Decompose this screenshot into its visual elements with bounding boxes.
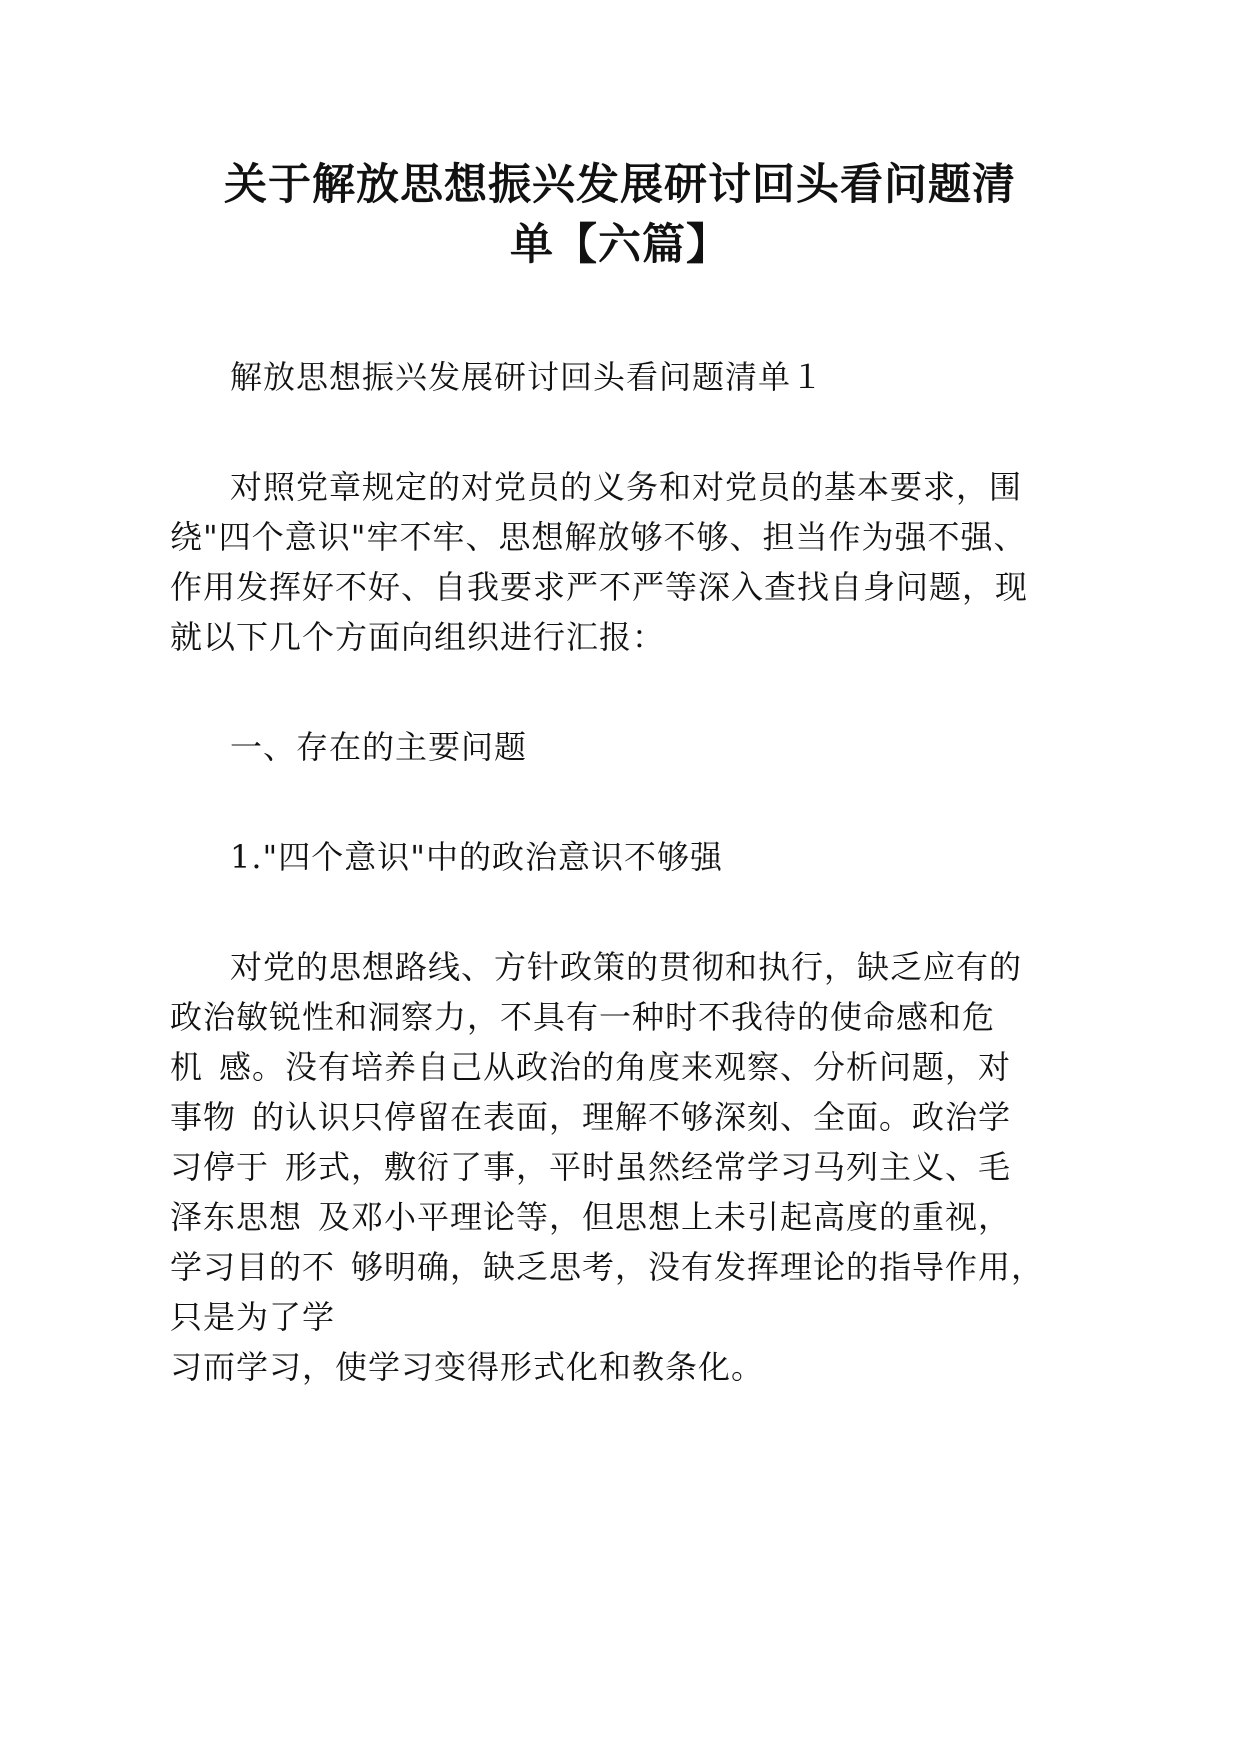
body-line-8: 只是为了学 [170,1298,336,1336]
body-line-4 [170,1092,1011,1142]
body-line-9: 习而学习，使学习变得形式化和教条化。 [170,1348,765,1386]
body-line-3-a: 机 [170,1048,204,1086]
intro-line-4: 就以下几个方面向组织进行汇报： [170,618,666,656]
body-line-6 [170,1192,1011,1242]
body-line-7 [170,1242,1044,1292]
body-line-3-b: 感。没有培养自己从政治的角度来观察、分析问题，对 [219,1048,1012,1086]
document-title-line-1: 关于解放思想振兴发展研讨回头看问题清 [224,160,1016,210]
document-subtitle: 解放思想振兴发展研讨回头看问题清单１ [230,358,825,396]
body-line-7-a: 学习目的不 [170,1248,336,1286]
body-line-6-a: 泽东思想 [170,1198,303,1236]
intro-line-3: 作用发挥好不好、自我要求严不严等深入查找自身问题，现 [170,568,1029,606]
body-line-2: 政治敏锐性和洞察力，不具有一种时不我待的使命感和危 [170,998,996,1036]
document-title-line-2: 单【六篇】 [510,220,730,270]
body-line-3 [170,1042,1011,1092]
body-line-5-a: 习停于 [170,1148,270,1186]
body-line-7-b: 够明确，缺乏思考，没有发挥理论的指导作用， [351,1248,1045,1286]
body-line-1: 对党的思想路线、方针政策的贯彻和执行，缺乏应有的 [230,948,1023,986]
section-heading: 一、存在的主要问题 [230,728,528,766]
body-line-5-b: 形式，敷衍了事，平时虽然经常学习马列主义、毛 [285,1148,1012,1186]
body-line-5 [170,1142,1011,1192]
body-line-4-a: 事物 [170,1098,237,1136]
body-line-4-b: 的认识只停留在表面，理解不够深刻、全面。政治学 [252,1098,1012,1136]
intro-line-1: 对照党章规定的对党员的义务和对党员的基本要求，围 [230,468,1023,506]
item-heading: 1."四个意识"中的政治意识不够强 [230,838,723,876]
intro-line-2: 绕"四个意识"牢不牢、思想解放够不够、担当作为强不强、 [170,518,1027,556]
body-line-6-b: 及邓小平理论等，但思想上未引起高度的重视， [318,1198,1012,1236]
